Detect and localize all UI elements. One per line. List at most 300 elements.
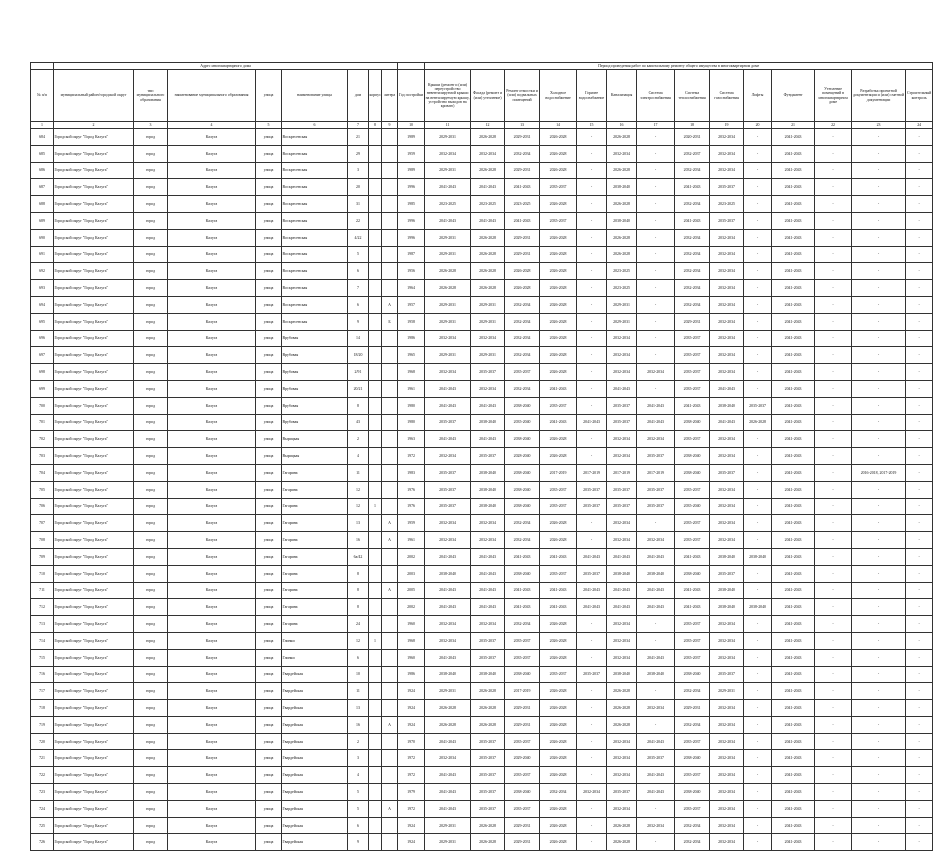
table-cell: 1986 [398, 666, 425, 683]
table-cell: - [852, 817, 906, 834]
table-cell: 8 [348, 599, 369, 616]
table-cell: Городской округ "Город Калуга" [54, 632, 134, 649]
table-cell: 2032-2034 [675, 162, 710, 179]
table-cell: 16 [348, 716, 369, 733]
table-cell: 2038-2040 [675, 414, 710, 431]
table-cell: 2026-2028 [505, 280, 540, 297]
table-cell: город [134, 800, 168, 817]
table-cell: 2041-2043 [772, 565, 815, 582]
table-cell: 2026-2028 [607, 700, 637, 717]
group-header-row [31, 63, 933, 70]
table-cell: 705 [31, 481, 54, 498]
table-cell: 2035-2037 [607, 414, 637, 431]
table-cell: - [852, 246, 906, 263]
table-cell: 2032-2034 [710, 229, 744, 246]
table-cell: 2035-2037 [675, 431, 710, 448]
table-cell: 1964 [398, 280, 425, 297]
table-cell: 2035-2037 [710, 464, 744, 481]
table-cell: А [382, 515, 398, 532]
table-cell: 725 [31, 817, 54, 834]
table-cell: - [906, 515, 933, 532]
table-cell: 722 [31, 767, 54, 784]
table-cell: - [637, 834, 675, 851]
table-cell: 2041-2043 [772, 129, 815, 146]
table-cell: 2032-2034 [675, 246, 710, 263]
table-cell [382, 145, 398, 162]
table-cell: - [637, 632, 675, 649]
table-cell: 2038-2040 [505, 666, 540, 683]
table-cell: 2032-2034 [710, 532, 744, 549]
column-header: Холодное водоснабжение [540, 70, 577, 122]
table-cell: 2032-2034 [710, 817, 744, 834]
table-cell: - [906, 162, 933, 179]
table-cell: - [744, 616, 772, 633]
table-cell: 2023-2025 [471, 196, 505, 213]
table-row [31, 599, 933, 616]
table-cell: - [852, 599, 906, 616]
table-cell: 2032-2034 [637, 364, 675, 381]
table-cell: 1972 [398, 448, 425, 465]
table-cell: 6а/42 [348, 548, 369, 565]
table-row [31, 582, 933, 599]
table-cell: 2026-2028 [540, 330, 577, 347]
table-cell: 2035-2037 [710, 179, 744, 196]
table-cell: - [815, 632, 852, 649]
table-cell: - [744, 683, 772, 700]
table-cell: 2 [348, 733, 369, 750]
table-cell: 2032-2034 [607, 532, 637, 549]
table-cell: 706 [31, 498, 54, 515]
table-cell: - [815, 280, 852, 297]
table-cell: - [906, 649, 933, 666]
table-cell: 11 [348, 683, 369, 700]
table-cell: 2041-2043 [772, 750, 815, 767]
table-cell: 2029-2031 [425, 296, 471, 313]
table-cell: 2041-2043 [540, 599, 577, 616]
table-cell: Городской округ "Город Калуга" [54, 716, 134, 733]
table-cell: 2035-2037 [675, 380, 710, 397]
table-cell: 2041-2043 [637, 649, 675, 666]
table-cell: 2041-2043 [675, 397, 710, 414]
table-cell: 3 [348, 162, 369, 179]
table-cell [382, 196, 398, 213]
table-cell: город [134, 632, 168, 649]
table-cell: Городской округ "Город Калуга" [54, 129, 134, 146]
table-cell: - [906, 700, 933, 717]
table-cell: улица [256, 263, 282, 280]
group-header-address: Адрес многоквартирного дома [54, 63, 398, 70]
table-cell [382, 246, 398, 263]
table-cell: - [744, 784, 772, 801]
table-cell: 1970 [398, 733, 425, 750]
table-cell: - [744, 263, 772, 280]
column-header: Строительный контроль [906, 70, 933, 122]
table-cell: 2026-2028 [607, 834, 637, 851]
table-cell: Калуга [168, 431, 256, 448]
table-cell: город [134, 683, 168, 700]
table-cell: 2041-2043 [772, 716, 815, 733]
table-cell: 2026-2028 [540, 263, 577, 280]
table-cell: - [577, 817, 607, 834]
table-cell: 721 [31, 750, 54, 767]
table-cell: - [637, 616, 675, 633]
table-cell: 2026-2028 [471, 129, 505, 146]
table-cell: 684 [31, 129, 54, 146]
table-cell: 2041-2043 [425, 767, 471, 784]
table-cell: Калуга [168, 515, 256, 532]
table-cell: 2029-2031 [505, 229, 540, 246]
table-cell [382, 448, 398, 465]
table-cell: - [815, 196, 852, 213]
table-cell: город [134, 179, 168, 196]
table-cell: - [815, 616, 852, 633]
table-cell: 2038-2040 [505, 397, 540, 414]
table-cell: - [577, 364, 607, 381]
table-cell: 1963 [398, 431, 425, 448]
table-cell: 720 [31, 733, 54, 750]
table-cell: 2041-2043 [637, 548, 675, 565]
table-cell: 8 [348, 582, 369, 599]
column-number: 24 [906, 122, 933, 129]
table-cell: - [577, 431, 607, 448]
table-cell: Калуга [168, 548, 256, 565]
table-cell: Городской округ "Город Калуга" [54, 196, 134, 213]
table-cell: город [134, 733, 168, 750]
table-cell: Городской округ "Город Калуга" [54, 145, 134, 162]
table-cell: 2038-2040 [744, 548, 772, 565]
table-cell: - [744, 229, 772, 246]
table-cell: улица [256, 162, 282, 179]
table-cell: город [134, 397, 168, 414]
table-cell: 2041-2043 [772, 179, 815, 196]
table-cell: 2026-2028 [471, 834, 505, 851]
table-cell [369, 347, 382, 364]
table-cell: 1996 [398, 179, 425, 196]
table-cell: 2032-2034 [607, 767, 637, 784]
table-cell: - [906, 229, 933, 246]
table-cell [369, 565, 382, 582]
table-cell: Городской округ "Город Калуга" [54, 800, 134, 817]
table-cell: - [815, 364, 852, 381]
group-header-blank [398, 63, 425, 70]
table-cell: 2035-2037 [607, 784, 637, 801]
table-cell: - [906, 196, 933, 213]
table-cell: - [815, 212, 852, 229]
table-cell: Калуга [168, 179, 256, 196]
table-cell: 1968 [398, 364, 425, 381]
table-cell: 2032-2034 [637, 532, 675, 549]
table-cell: 2035-2037 [675, 330, 710, 347]
table-cell: - [815, 229, 852, 246]
table-cell: улица [256, 700, 282, 717]
table-cell: 2032-2034 [607, 364, 637, 381]
table-cell: 2026-2028 [607, 129, 637, 146]
table-cell: 2026-2028 [425, 700, 471, 717]
column-header: Утепление помещений в многоквартирном доме [815, 70, 852, 122]
table-cell: город [134, 162, 168, 179]
table-cell: улица [256, 313, 282, 330]
table-cell: - [852, 347, 906, 364]
table-cell: - [577, 347, 607, 364]
table-row [31, 464, 933, 481]
table-cell: - [577, 296, 607, 313]
table-cell: - [744, 498, 772, 515]
column-header: Фундамент [772, 70, 815, 122]
table-cell: 2041-2043 [425, 397, 471, 414]
table-cell: город [134, 246, 168, 263]
table-row [31, 767, 933, 784]
table-cell: город [134, 565, 168, 582]
table-cell: 2041-2043 [772, 347, 815, 364]
table-cell: Городской округ "Город Калуга" [54, 548, 134, 565]
table-cell: 2026-2028 [540, 313, 577, 330]
table-cell: - [744, 632, 772, 649]
table-cell: - [906, 716, 933, 733]
table-cell: 2029-2031 [471, 296, 505, 313]
table-cell: 714 [31, 632, 54, 649]
table-cell: Гагарина [282, 582, 348, 599]
table-cell: 2041-2043 [772, 263, 815, 280]
column-header: Система газоснабжения [710, 70, 744, 122]
table-cell: 2032-2034 [710, 750, 744, 767]
table-cell: - [852, 179, 906, 196]
table-cell: Калуга [168, 800, 256, 817]
table-cell: 2032-2034 [505, 616, 540, 633]
table-cell: 1959 [398, 515, 425, 532]
table-cell: 4 [348, 448, 369, 465]
table-cell: - [815, 464, 852, 481]
table-cell: 2032-2034 [637, 431, 675, 448]
table-row [31, 280, 933, 297]
table-cell: 2032-2034 [710, 364, 744, 381]
table-cell: 2038-2040 [710, 548, 744, 565]
table-cell: 2035-2037 [505, 767, 540, 784]
table-cell: - [637, 515, 675, 532]
table-cell: 2032-2034 [505, 515, 540, 532]
table-cell: 2041-2043 [607, 380, 637, 397]
table-cell: 2029-2031 [505, 834, 540, 851]
table-cell: 2038-2040 [637, 565, 675, 582]
table-cell: 2026-2028 [471, 683, 505, 700]
table-cell: 2/91 [348, 364, 369, 381]
table-cell: 2026-2028 [471, 817, 505, 834]
table-cell: Городской округ "Город Калуга" [54, 784, 134, 801]
table-cell: - [852, 498, 906, 515]
table-cell: 2026-2028 [540, 532, 577, 549]
table-cell: 2038-2040 [607, 666, 637, 683]
table-cell: 2032-2034 [710, 431, 744, 448]
table-cell: - [852, 800, 906, 817]
table-cell: улица [256, 548, 282, 565]
table-cell: 2035-2037 [471, 632, 505, 649]
table-cell: 2026-2028 [607, 162, 637, 179]
table-cell: 2026-2028 [540, 800, 577, 817]
table-cell: А [382, 716, 398, 733]
table-cell: - [577, 632, 607, 649]
table-cell: Калуга [168, 129, 256, 146]
table-cell [369, 196, 382, 213]
table-cell: 2041-2043 [505, 599, 540, 616]
table-cell: - [744, 565, 772, 582]
table-cell: - [906, 498, 933, 515]
table-cell: Калуга [168, 716, 256, 733]
column-header: Разработка проектной документации и (или) сметной документации [852, 70, 906, 122]
table-cell: 2038-2040 [505, 565, 540, 582]
table-cell: 2026-2028 [471, 162, 505, 179]
table-cell: Вырицкая [282, 431, 348, 448]
table-cell [369, 263, 382, 280]
table-cell: 1972 [398, 800, 425, 817]
table-cell: улица [256, 448, 282, 465]
column-number: 6 [282, 122, 348, 129]
table-cell: - [577, 800, 607, 817]
table-cell: Калуга [168, 229, 256, 246]
table-cell: 2032-2034 [425, 616, 471, 633]
table-cell: - [815, 700, 852, 717]
table-cell: 2041-2043 [540, 414, 577, 431]
column-number: 17 [637, 122, 675, 129]
table-cell: 2041-2043 [505, 179, 540, 196]
table-cell: 2029-2031 [505, 162, 540, 179]
table-cell: 2041-2043 [772, 515, 815, 532]
table-cell: Калуга [168, 448, 256, 465]
table-cell: 2038-2040 [675, 784, 710, 801]
table-cell: Городской округ "Город Калуга" [54, 683, 134, 700]
table-cell: 1960 [398, 616, 425, 633]
table-cell: 2038-2040 [675, 565, 710, 582]
table-cell: 2035-2037 [471, 767, 505, 784]
table-cell: 2038-2040 [505, 464, 540, 481]
table-cell: 2026-2028 [540, 767, 577, 784]
table-cell: 2032-2034 [425, 532, 471, 549]
table-cell: улица [256, 599, 282, 616]
table-cell: 2032-2034 [710, 296, 744, 313]
table-cell: 2017-2019 [607, 464, 637, 481]
table-cell: Вырицкая [282, 448, 348, 465]
table-cell: - [852, 414, 906, 431]
table-cell: 716 [31, 666, 54, 683]
table-cell [369, 380, 382, 397]
table-cell: Гвардейская [282, 817, 348, 834]
table-cell: 18/20 [348, 347, 369, 364]
table-cell: Гагарина [282, 616, 348, 633]
table-cell: Калуга [168, 532, 256, 549]
table-cell: 708 [31, 532, 54, 549]
table-cell: улица [256, 212, 282, 229]
table-row [31, 330, 933, 347]
table-cell: 2026-2028 [540, 733, 577, 750]
table-cell: 2029-2031 [675, 700, 710, 717]
table-cell: 2041-2043 [772, 296, 815, 313]
table-cell: 2026-2028 [540, 448, 577, 465]
table-cell: - [577, 313, 607, 330]
table-cell: 2026-2028 [607, 246, 637, 263]
table-cell: город [134, 649, 168, 666]
table-cell: улица [256, 280, 282, 297]
table-cell: - [815, 380, 852, 397]
table-cell: - [852, 364, 906, 381]
table-cell: город [134, 616, 168, 633]
table-cell: Калуга [168, 649, 256, 666]
table-cell: - [577, 129, 607, 146]
table-cell: 1986 [398, 330, 425, 347]
table-cell: - [906, 565, 933, 582]
table-cell: 718 [31, 700, 54, 717]
table-cell: 2032-2034 [710, 784, 744, 801]
table-row [31, 414, 933, 431]
table-cell [382, 263, 398, 280]
table-cell: 2032-2034 [710, 515, 744, 532]
group-header-blank [31, 63, 54, 70]
table-cell: 2041-2043 [505, 212, 540, 229]
table-cell: 2041-2043 [637, 414, 675, 431]
table-cell [369, 280, 382, 297]
table-cell: - [744, 834, 772, 851]
table-cell: - [577, 162, 607, 179]
table-cell: 2032-2034 [710, 498, 744, 515]
table-cell: 2032-2034 [710, 700, 744, 717]
table-cell: улица [256, 834, 282, 851]
table-cell: 2041-2043 [675, 582, 710, 599]
column-number: 11 [425, 122, 471, 129]
table-row [31, 145, 933, 162]
table-cell: - [815, 800, 852, 817]
table-cell: город [134, 532, 168, 549]
table-cell [369, 212, 382, 229]
table-cell: 2035-2037 [505, 364, 540, 381]
table-cell: город [134, 666, 168, 683]
table-cell: Гвардейская [282, 767, 348, 784]
table-cell [382, 733, 398, 750]
table-cell: 698 [31, 364, 54, 381]
table-cell: 2032-2034 [425, 330, 471, 347]
table-cell: 2038-2040 [637, 666, 675, 683]
table-cell: 1996 [398, 229, 425, 246]
table-cell: Городской округ "Город Калуга" [54, 700, 134, 717]
table-cell: город [134, 196, 168, 213]
table-cell: - [744, 296, 772, 313]
table-cell [382, 330, 398, 347]
table-cell: 2032-2034 [710, 481, 744, 498]
table-cell: 4 [348, 767, 369, 784]
table-cell: 2032-2034 [675, 229, 710, 246]
table-cell: улица [256, 397, 282, 414]
table-cell: 12 [348, 498, 369, 515]
table-cell: - [815, 145, 852, 162]
table-cell: 2035-2037 [471, 750, 505, 767]
table-cell: город [134, 834, 168, 851]
table-cell [382, 397, 398, 414]
table-cell: 2026-2028 [471, 716, 505, 733]
table-cell: 2041-2043 [471, 212, 505, 229]
table-cell: Калуга [168, 817, 256, 834]
column-header: Система электроснабжения [637, 70, 675, 122]
table-cell: 2041-2043 [425, 548, 471, 565]
table-cell: Городской округ "Город Калуга" [54, 296, 134, 313]
table-cell: 710 [31, 565, 54, 582]
table-cell: 2038-2040 [675, 464, 710, 481]
table-cell: 2041-2043 [637, 582, 675, 599]
table-cell: - [906, 296, 933, 313]
table-cell: Калуга [168, 481, 256, 498]
table-cell: 2032-2034 [710, 162, 744, 179]
table-row [31, 481, 933, 498]
table-cell: город [134, 364, 168, 381]
table-row [31, 162, 933, 179]
group-header-period: Период проведения работ по капитальному ремонту общего имущества в многоквартирном доме [425, 63, 933, 70]
table-cell: - [906, 263, 933, 280]
table-cell [369, 129, 382, 146]
